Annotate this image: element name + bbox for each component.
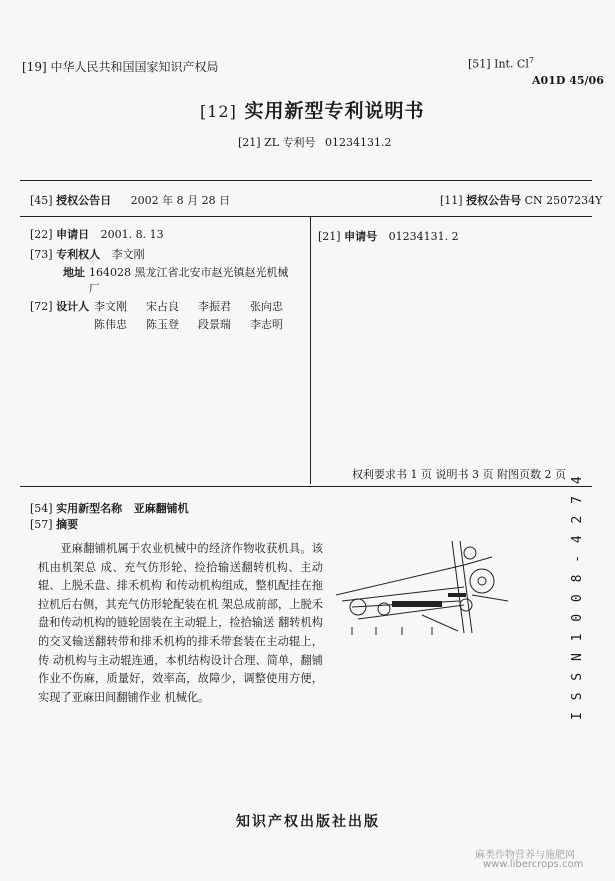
- publisher: 知识产权出版社出版: [236, 814, 380, 830]
- pub-date: 2002 年 8 月 28 日: [130, 194, 231, 207]
- application-line: [318, 228, 459, 244]
- pub-date-label: 授权公告日: [56, 194, 112, 207]
- abstract-heading: [30, 516, 78, 532]
- classification: A01D 45/06: [532, 74, 604, 87]
- utility-name-line: [30, 500, 189, 516]
- app-no: 01234131. 2: [388, 230, 459, 243]
- pub-date-code: [45]: [30, 194, 53, 207]
- watermark-line-2: www.libercrops.com: [483, 859, 584, 870]
- designer-name: 宋占良: [146, 300, 179, 313]
- pub-no-line: [440, 192, 602, 208]
- pub-date-line: [30, 192, 230, 208]
- intcl-label: Int. Cl: [494, 57, 529, 71]
- name-label: 实用新型名称: [56, 502, 123, 515]
- name-code: [54]: [30, 502, 53, 515]
- designer-name: 陈玉登: [146, 318, 179, 331]
- pub-no: CN 2507234Y: [524, 194, 603, 207]
- office-code: [19]: [22, 60, 47, 74]
- patent-no: 01234131.2: [325, 136, 392, 149]
- designer-name: 陈伟忠: [94, 318, 127, 331]
- doc-type-code: [12]: [200, 102, 237, 121]
- intcl-sup: 7: [528, 56, 534, 65]
- office-line: [22, 58, 218, 75]
- address-line1: 164028 黑龙江省北安市赵光镇赵光机械: [89, 266, 289, 279]
- address-label: 地址: [63, 266, 85, 279]
- pub-no-label: 授权公告号: [466, 194, 522, 207]
- divider-biblio: [20, 216, 592, 217]
- filing-date: 2001. 8. 13: [100, 228, 164, 241]
- patentee-label: 专利权人: [56, 248, 101, 261]
- abstract-text: 亚麻翻铺机属于农业机械中的经济作物收获机具。该机由机架总 成、充气仿形轮、捡拾输送翻转机构、主动辊、上脱禾盘、排禾机构 和传动机构组成，整机配挂在拖拉机后右侧，其充气仿形轮配装在机 架总成前部，上脱禾盘和传动机构的链轮固装在主动辊上，捡拾输送 翻转机构的交叉输送翻转带和排禾机构的排禾带套装在主动辊上，传 动机构与主动辊连通，本机结构设计合理、简单，翻铺作业不伤麻，质量好，效率高，故障少，调整使用方便，实现了亚麻田间翻铺作业 机械化。: [38, 542, 323, 704]
- patent-no-code: [21]: [238, 136, 261, 149]
- designer-line: [30, 298, 89, 314]
- divider-abstract: [20, 486, 592, 487]
- side-issn: I S S N 1 0 0 8 - 4 2 7 4: [570, 474, 585, 720]
- app-label: 申请号: [344, 230, 378, 243]
- designers-row-2: [94, 316, 283, 332]
- divider-top: [20, 180, 592, 181]
- designer-code: [72]: [30, 300, 53, 313]
- patent-no-label: ZL 专利号: [264, 136, 316, 149]
- filing-label: 申请日: [56, 228, 90, 241]
- pub-no-code: [11]: [440, 194, 463, 207]
- office-name: 中华人民共和国国家知识产权局: [50, 60, 219, 74]
- designer-name: 张向忠: [250, 300, 283, 313]
- filing-code: [22]: [30, 228, 53, 241]
- designer-name: 李志明: [250, 318, 283, 331]
- utility-name: 亚麻翻铺机: [133, 502, 189, 515]
- designer-name: 李文刚: [94, 300, 127, 313]
- designer-name: 段景瑞: [198, 318, 231, 331]
- address-line2: 厂: [89, 282, 100, 295]
- abstract-code: [57]: [30, 518, 53, 531]
- pages-summary: 权利要求书 1 页 说明书 3 页 附图页数 2 页: [352, 468, 566, 481]
- designer-name: 李振君: [198, 300, 231, 313]
- filing-line: [30, 226, 164, 242]
- patent-number-line: [238, 134, 392, 150]
- abstract-label: 摘要: [56, 518, 79, 531]
- doc-title: [200, 96, 424, 123]
- intcl-code: [51]: [468, 57, 491, 71]
- intcl-line: [468, 56, 534, 71]
- patentee-code: [73]: [30, 248, 53, 261]
- designers-row-1: [94, 298, 283, 314]
- machine-drawing: [332, 535, 518, 639]
- patentee: 李文刚: [111, 248, 145, 261]
- doc-type: 实用新型专利说明书: [244, 100, 425, 122]
- designer-label: 设计人: [56, 300, 90, 313]
- divider-column: [310, 216, 311, 484]
- app-code: [21]: [318, 230, 341, 243]
- patentee-line: [30, 246, 145, 262]
- watermark-line-1: 麻类作物营养与施肥网: [475, 850, 575, 861]
- abstract-body: [38, 540, 323, 707]
